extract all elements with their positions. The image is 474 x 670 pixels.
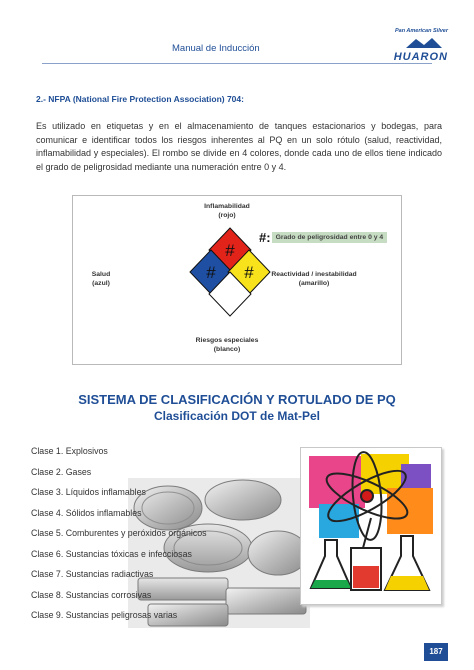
list-item: Clase 6. Sustancias tóxicas e infecciosas (31, 548, 192, 559)
logo-tagline: Pan American Silver (395, 28, 448, 34)
list-item: Clase 2. Gases (31, 466, 92, 477)
yellow-hash-symbol: # (244, 263, 254, 282)
classification-heading: SISTEMA DE CLASIFICACIÓN Y ROTULADO DE PQ (78, 392, 396, 407)
company-logo (380, 28, 450, 66)
header-title: Manual de Inducción (172, 43, 260, 54)
section-paragraph: Es utilizado en etiquetas y en el almacenamiento de tanques estacionarios y bodegas, para comunicar e identificar todos los riesgos inherentes al PQ en un solo rótulo (salud, reactividad, inflamabilidad y especiales). El rombo se divide en 4 colores, donde cada uno de ellos tiene indicado el grado de peligrosidad mediante una numeración entre 0 y 4. (36, 121, 442, 172)
list-item: Clase 5. Comburentes y peróxidos orgánicos (31, 528, 207, 538)
logo-name: HUARON (393, 51, 448, 63)
reactivity-label-text: Reactividad / inestabilidad (271, 271, 357, 278)
reactivity-label-color: (amarillo) (298, 280, 330, 287)
header-divider (42, 63, 432, 64)
classification-subheading: Clasificación DOT de Mat-Pel (153, 409, 321, 423)
flammability-label (167, 202, 287, 220)
legend-text: Grado de peligrosidad entre 0 y 4 (272, 232, 388, 243)
flammability-label-text: Inflamabilidad (204, 203, 250, 210)
list-item: Clase 9. Sustancias peligrosas varias (31, 610, 178, 620)
list-item: Clase 4. Sólidos inflamables (31, 507, 142, 518)
list-item: Clase 1. Explosivos (31, 446, 108, 456)
page-number: 187 (424, 643, 448, 661)
blue-hash-symbol: # (206, 263, 216, 282)
chemistry-illustration (300, 447, 442, 605)
list-item: Clase 8. Sustancias corrosivas (31, 589, 152, 600)
health-label (81, 270, 121, 288)
flask-right-icon (385, 536, 429, 590)
legend-symbol: #: (259, 230, 271, 245)
chemistry-icon (301, 448, 441, 604)
logo-mark-icon (404, 36, 444, 50)
section-title: 2.- NFPA (National Fire Protection Association) 704: (36, 94, 244, 104)
list-item: Clase 3. Líquidos inflamables (31, 487, 146, 497)
red-hash-symbol: # (225, 241, 235, 260)
nfpa-diagram (72, 195, 402, 365)
dot-class-list (31, 441, 207, 626)
list-item: Clase 7. Sustancias radiactivas (31, 569, 154, 579)
special-risks-label-text: Riesgos especiales (195, 337, 259, 344)
diagram-legend (259, 230, 387, 245)
flask-left-icon (311, 540, 351, 588)
special-risks-label-color: (blanco) (213, 346, 241, 353)
health-label-color: (azul) (92, 280, 110, 287)
special-risks-label (167, 336, 287, 354)
flammability-label-color: (rojo) (218, 212, 236, 219)
health-label-text: Salud (91, 271, 111, 278)
